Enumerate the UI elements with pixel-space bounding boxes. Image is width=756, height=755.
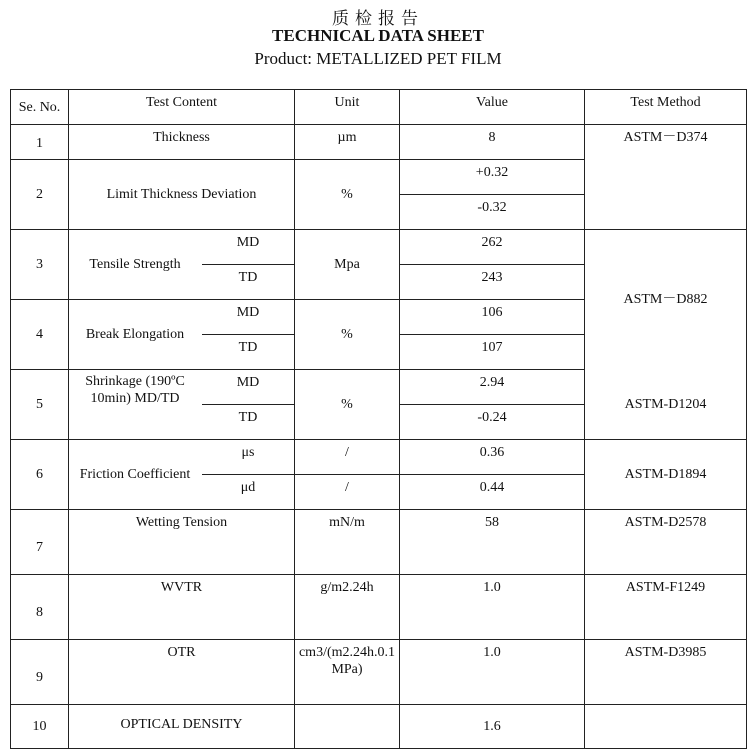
row-content: Wetting Tension bbox=[69, 510, 295, 575]
col-header-method: Test Method bbox=[585, 90, 747, 125]
technical-data-table bbox=[10, 89, 747, 749]
row-content: OPTICAL DENSITY bbox=[69, 705, 295, 749]
row-content: Thickness bbox=[69, 125, 295, 160]
col-header-content: Test Content bbox=[69, 90, 295, 125]
row-sub-td: TD bbox=[202, 405, 295, 440]
row-value-ud: 0.44 bbox=[400, 475, 585, 510]
row-content: Friction Coefficient bbox=[69, 440, 202, 510]
row-method bbox=[585, 705, 747, 749]
row-value: 1.6 bbox=[400, 705, 585, 749]
row-no: 2 bbox=[11, 160, 69, 230]
row-content bbox=[69, 370, 202, 440]
row-value-us: 0.36 bbox=[400, 440, 585, 475]
row-method-shared: ASTM－D882 bbox=[585, 230, 747, 370]
row-unit: Mpa bbox=[295, 230, 400, 300]
chinese-title: 质检报告 bbox=[332, 9, 424, 29]
row-value-md: 2.94 bbox=[400, 370, 585, 405]
product-line: Product: METALLIZED PET FILM bbox=[254, 49, 502, 68]
row-method: ASTM-F1249 bbox=[585, 575, 747, 640]
row-sub-td: TD bbox=[202, 265, 295, 300]
row-method: ASTM-D2578 bbox=[585, 510, 747, 575]
row-value-td: 243 bbox=[400, 265, 585, 300]
row-value-md: 106 bbox=[400, 300, 585, 335]
table-row bbox=[11, 510, 747, 575]
row-method-empty bbox=[585, 160, 747, 230]
row-method: ASTM-D3985 bbox=[585, 640, 747, 705]
row-unit: µm bbox=[295, 125, 400, 160]
row-value-td: 107 bbox=[400, 335, 585, 370]
row-no: 3 bbox=[11, 230, 69, 300]
table-row bbox=[11, 640, 747, 705]
row-no: 4 bbox=[11, 300, 69, 370]
col-header-unit: Unit bbox=[295, 90, 400, 125]
row-unit: / bbox=[295, 440, 400, 475]
row-content: WVTR bbox=[69, 575, 295, 640]
row-sub-md: MD bbox=[202, 370, 295, 405]
col-header-value: Value bbox=[400, 90, 585, 125]
row-sub-ud: μd bbox=[202, 475, 295, 510]
row-sub-md: MD bbox=[202, 300, 295, 335]
row-sub-td: TD bbox=[202, 335, 295, 370]
row-value-md: 262 bbox=[400, 230, 585, 265]
row-method: ASTM-D1204 bbox=[585, 370, 747, 440]
shrinkage-label: Shrinkage (190ºC 10min) MD/TD bbox=[85, 374, 185, 406]
table-row bbox=[11, 705, 747, 749]
row-content: Limit Thickness Deviation bbox=[69, 160, 295, 230]
row-unit: % bbox=[295, 300, 400, 370]
row-method: ASTM-D1894 bbox=[585, 440, 747, 510]
row-unit bbox=[295, 705, 400, 749]
row-value: 1.0 bbox=[400, 575, 585, 640]
row-value: 1.0 bbox=[400, 640, 585, 705]
row-value: 58 bbox=[400, 510, 585, 575]
table-row bbox=[11, 125, 747, 160]
row-no: 8 bbox=[11, 575, 69, 640]
col-header-no: Se. No. bbox=[11, 90, 69, 125]
row-value-td: -0.24 bbox=[400, 405, 585, 440]
table-row bbox=[11, 230, 747, 265]
row-method: ASTM－D374 bbox=[585, 125, 747, 160]
row-content: OTR bbox=[69, 640, 295, 705]
table-header-row bbox=[11, 90, 747, 125]
row-content: Tensile Strength bbox=[69, 230, 202, 300]
row-value: 8 bbox=[400, 125, 585, 160]
row-unit bbox=[295, 640, 400, 705]
table-row bbox=[11, 160, 747, 195]
row-value-minus: -0.32 bbox=[400, 195, 585, 230]
row-no: 5 bbox=[11, 370, 69, 440]
table-row bbox=[11, 575, 747, 640]
table-row bbox=[11, 440, 747, 475]
row-unit: % bbox=[295, 370, 400, 440]
row-no: 6 bbox=[11, 440, 69, 510]
row-unit: / bbox=[295, 475, 400, 510]
row-value-plus: +0.32 bbox=[400, 160, 585, 195]
row-sub-us: μs bbox=[202, 440, 295, 475]
row-no: 10 bbox=[11, 705, 69, 749]
row-no: 1 bbox=[11, 125, 69, 160]
row-content: Break Elongation bbox=[69, 300, 202, 370]
row-unit: g/m2.24h bbox=[295, 575, 400, 640]
row-unit: mN/m bbox=[295, 510, 400, 575]
otr-unit-label: cm3/(m2.24h.0.1MPa) bbox=[298, 645, 396, 677]
row-no: 7 bbox=[11, 510, 69, 575]
document-title: TECHNICAL DATA SHEET bbox=[272, 26, 484, 45]
row-unit: % bbox=[295, 160, 400, 230]
row-no: 9 bbox=[11, 640, 69, 705]
table-row bbox=[11, 370, 747, 405]
row-sub-md: MD bbox=[202, 230, 295, 265]
